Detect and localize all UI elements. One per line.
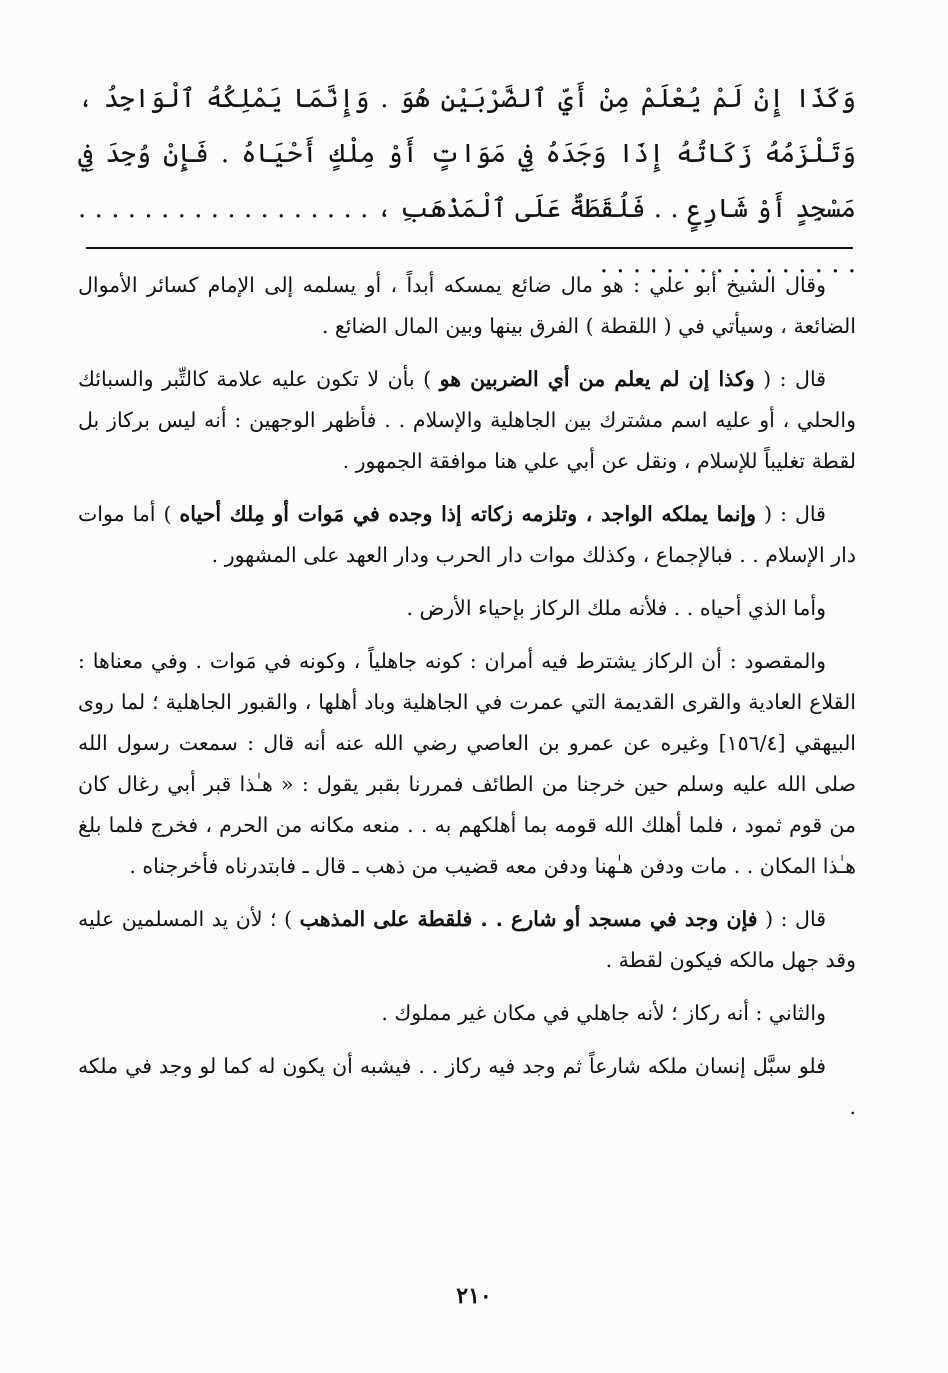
quoted-matn: وكذا إن لم يعلم من أي الضربين هو bbox=[439, 367, 755, 391]
quote-intro: قال : ( bbox=[756, 502, 826, 526]
matn-paragraph bbox=[78, 72, 856, 292]
quote-intro: قال : ( bbox=[754, 367, 827, 391]
quoted-matn: فإن وجد في مسجد أو شارع . . فلقطة على المذهب bbox=[299, 907, 758, 931]
quoted-matn: وإنما يملكه الواجد ، وتلزمه زكاته إذا وجده في مَوات أو مِلك أحياه bbox=[179, 502, 757, 526]
commentary-paragraph-4: وأما الذي أحياه . . فلأنه ملك الركاز بإحياء الأرض . bbox=[406, 596, 826, 620]
page-number: ٢١٠ bbox=[456, 1283, 492, 1309]
commentary-paragraph-1: وقال الشيخ أبو علي : هو مال ضائع يمسكه أبداً ، أو يسلمه إلى الإمام كسائر الأموال الضائعة ، وسيأتي في ( اللقطة ) الفرق بينها وبين المال الضائع . bbox=[78, 273, 856, 338]
ellipsis-dots: . . . . . . . . . . . . . . . . . . . . . . . . . . . . . . . . . . bbox=[78, 194, 856, 279]
commentary-continuation: ) أما موات دار الإسلام . . فبالإجماع ، وكذلك موات دار الحرب ودار العهد على المشهور . bbox=[78, 502, 856, 567]
commentary-text-block bbox=[78, 265, 856, 1140]
commentary-continuation: ) ؛ لأن يد المسلمين عليه وقد جهل مالكه فيكون لقطة . bbox=[78, 907, 856, 972]
commentary-paragraph-3 bbox=[78, 494, 856, 576]
section-divider bbox=[86, 247, 853, 249]
quote-intro: قال : ( bbox=[757, 907, 826, 931]
commentary-continuation: ) بأن لا تكون عليه علامة كالتِّبر والسبائك والحلي ، أو عليه اسم مشترك بين الجاهلية والإسلام . . فأظهر الوجهين : أنه ليس بركاز بل لقطة تغليباً للإسلام ، ونقل عن أبي علي هنا موافقة الجمهور . bbox=[78, 367, 856, 473]
matn-text: وَكَذَا إِنْ لَمْ يُعْلَمْ مِنْ أَيِّ ٱلضَّرْبَيْنِ هُوَ . وَإِنَّمَا يَمْلِكُهُ ٱلْوَاجِدُ ، وَتَلْزَمُهُ زَكَاتُهُ إِذَا وَجَدَهُ فِي مَوَاتٍ أَوْ مِلْكٍ أَحْيَاهُ . فَإِنْ وُجِدَ فِي مَسْجِدٍ أَوْ شَارِعٍ . . فَلُقَطَةٌ عَلَى ٱلْمَذْهَبِ ، bbox=[78, 84, 857, 224]
commentary-paragraph-7: والثاني : أنه ركاز ؛ لأنه جاهلي في مكان غير مملوك . bbox=[381, 1001, 826, 1025]
commentary-paragraph-6 bbox=[78, 899, 856, 981]
matn-text-block bbox=[78, 72, 856, 292]
commentary-paragraph-2 bbox=[78, 359, 856, 482]
commentary-paragraph-8: فلو سبَّل إنسان ملكه شارعاً ثم وجد فيه ركاز . . فيشبه أن يكون له كما لو وجد في ملكه . bbox=[78, 1054, 856, 1119]
commentary-paragraph-5: والمقصود : أن الركاز يشترط فيه أمران : كونه جاهلياً ، وكونه في مَوات . وفي معناها : القلاع العادية والقرى القديمة التي عمرت في الجاهلية وباد أهلها ، والقبور الجاهلية ؛ لما روى البيهقي [١٥٦/٤] وغيره عن عمرو بن العاصي رضي الله عنه أنه قال : سمعت رسول الله صلى الله عليه وسلم حين خرجنا من الطائف فمررنا بقبر يقول : « هـٰذا قبر أبي رغال كان من قوم ثمود ، فلما أهلك الله قومه بما أهلكهم به . . منعه مكانه من الحرم ، فخرج فلما بلغ هـٰذا المكان . . مات ودفن هـٰهنا ودفن معه قضيب من ذهب ـ قال ـ فابتدرناه فأخرجناه . bbox=[78, 649, 857, 878]
